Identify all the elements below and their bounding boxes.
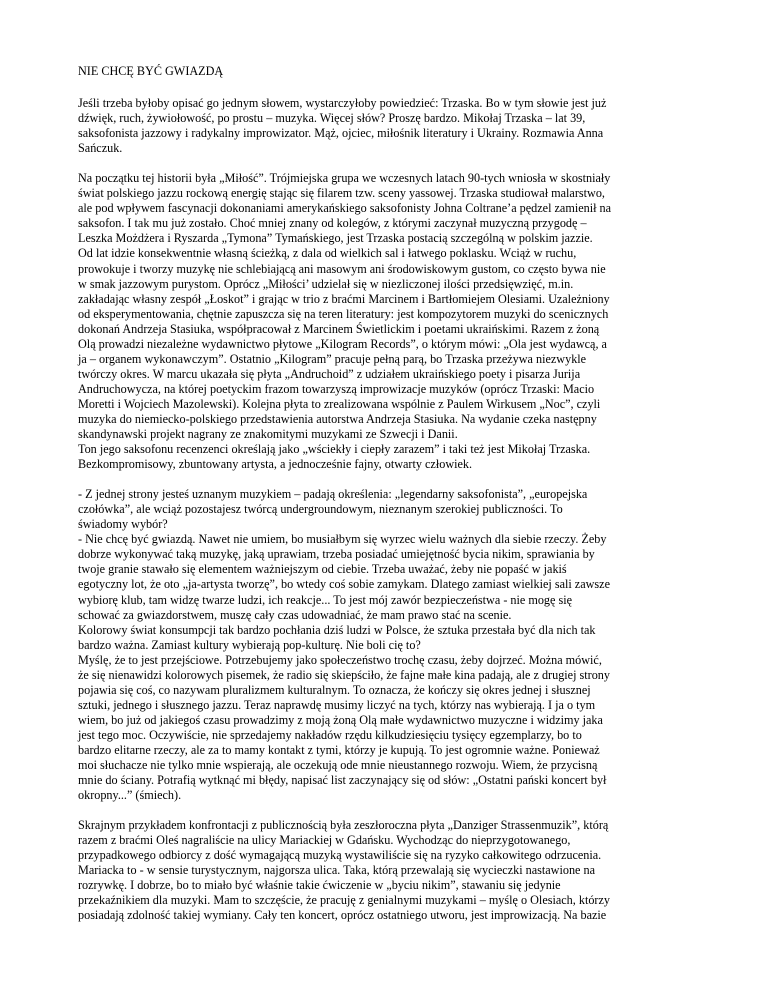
text-line: przypadkowego odbiorcy z dość wymagającą muzyką wystawiliście się na ryzyko całkowitego odrzucenia.: [78, 848, 602, 863]
text-line: okropny...” (śmiech).: [78, 788, 182, 803]
text-line: Od lat idzie konsekwentnie własną ścieżką, z dala od wielkich sal i łatwego poklasku. Wciąż w ruchu,: [78, 246, 577, 261]
text-line: twoje granie stawało się elementem ważniejszym od ciebie. Trzeba uważać, żeby nie popaść w jakiś: [78, 562, 567, 577]
text-line: prowokuje i tworzy muzykę nie schlebiającą ani masowym ani środowiskowym gustom, co często bywa nie: [78, 261, 606, 276]
text-line: dobrze wykonywać taką muzykę, jaką uprawiam, trzeba posiadać umiejętność bycia nikim, sprawiania by: [78, 547, 595, 562]
article-paragraph: [78, 96, 702, 156]
text-line: zakładając własny zespół „Łoskot” i grając w trio z braćmi Marcinem i Bartłomiejem Olesiami. Uzależniony: [78, 291, 610, 306]
text-line: wybiorę klub, tam widzę twarze ludzi, ich reakcje... To jest mój zawór bezpieczeństwa - nie mogę się: [78, 592, 573, 607]
text-line: saksofonista jazzowy i radykalny improwizator. Mąż, ojciec, miłośnik literatury i Ukrainy. Rozmawia Anna: [78, 126, 604, 141]
text-line: Leszka Możdżera i Ryszarda „Tymona” Tymańskiego, jest Trzaska postacią szczególną w polskim jazzie.: [78, 231, 593, 246]
article-title: NIE CHCĘ BYĆ GWIAZDĄ: [78, 64, 224, 78]
text-line: Sańczuk.: [78, 141, 123, 156]
text-line: schować za gwiazdorstwem, muszę cały czas udowadniać, że mam prawo stać na scenie.: [78, 607, 512, 622]
text-line: egotyczny lot, że oto „ja-artysta tworzę”, bo wtedy coś sobie zamykam. Dlatego zamiast wielkiej sali zawsze: [78, 577, 610, 592]
text-line: Skrajnym przykładem konfrontacji z publicznością była zeszłoroczna płyta „Danziger Strassenmuzik”, którą: [78, 818, 609, 833]
text-line: sztuki, jednego i słusznego jazzu. Teraz naprawdę musimy liczyć na tych, którzy nas wybierają. I ja o tym: [78, 697, 596, 712]
text-line: twórczy okres. W marcu ukazała się płyta „Andruchoid” z udziałem ukraińskiego poety i pisarza Jurija: [78, 366, 581, 381]
text-line: że się nienawidzi kolorowych pisemek, że radio się skiepściło, że fajne małe kina padają, ale z drugiej strony: [78, 667, 610, 682]
article-body: [78, 96, 702, 923]
text-line: Andruchowycza, na której poetyckim frazom towarzyszą improwizacje muzyków (oprócz Trzaski: Macio: [78, 381, 595, 396]
text-line: Bezkompromisowy, zbuntowany artysta, a jednocześnie fajny, otwarty człowiek.: [78, 457, 473, 472]
text-line: bardzo elitarne rzeczy, ale za to mamy kontakt z tymi, którzy je kupują. To jest ogromnie ważne. Ponieważ: [78, 742, 600, 757]
text-line: ja – organem wykonawczym”. Ostatnio „Kilogram” pracuje pełną parą, bo Trzaska przeżywa niezwykle: [78, 351, 587, 366]
text-line: bardzo ważna. Zamiast kultury wybierają pop-kulturę. Nie boli cię to?: [78, 637, 421, 652]
text-line: świadomy wybór?: [78, 517, 168, 532]
text-line: saksofon. I tak mu już zostało. Choć mniej znany od kolegów, z którymi zaczynał muzyczną przygodę –: [78, 216, 587, 231]
document-page: [78, 64, 702, 938]
text-line: wiem, bo już od jakiegoś czasu prowadzimy z moją żoną Olą małe wydawnictwo muzyczne i widzimy jaka: [78, 712, 603, 727]
text-line: Jeśli trzeba byłoby opisać go jednym słowem, wystarczyłoby powiedzieć: Trzaska. Bo w tym słowie jest już: [78, 96, 607, 111]
text-line: dokonań Andrzeja Stasiuka, współpracował z Marcinem Świetlickim i poetami ukraińskimi. Razem z żoną: [78, 321, 600, 336]
text-line: skandynawski projekt nagrany ze znakomitymi muzykami ze Szwecji i Danii.: [78, 427, 458, 442]
text-line: Moretti i Wojciech Mazolewski). Kolejna płyta to zrealizowana wspólnie z Paulem Wirkusem „Noc”, czyli: [78, 396, 601, 411]
text-line: posiadają zdolność takiej wymiany. Cały ten koncert, oprócz ostatniego utworu, jest improwizacją. Na bazie: [78, 908, 607, 923]
text-line: Mariacka to - w sensie turystycznym, najgorsza ulica. Taka, którą przewalają się wycieczki nastawione na: [78, 863, 596, 878]
text-line: od eksperymentowania, chętnie zapuszcza się na teren literatury: jest kompozytorem muzyki do scenicznych: [78, 306, 609, 321]
text-line: Ton jego saksofonu recenzenci określają jako „wściekły i ciepły zarazem” i taki też jest Mikołaj Trzaska.: [78, 442, 591, 457]
text-line: czołówka”, ale wciąż pozostajesz twórcą undergroundowym, nieznanym szerokiej publiczności. To: [78, 502, 563, 517]
text-line: pojawia się coś, co nazywam pluralizmem kulturalnym. To oznacza, że kończy się okres jednej i słusznej: [78, 682, 591, 697]
text-line: mnie do ściany. Potrafią wytknąć mi błędy, napisać list zaczynający się od słów: „Ostatni pański koncert był: [78, 773, 607, 788]
text-line: Myślę, że to jest przejściowe. Potrzebujemy jako społeczeństwo trochę czasu, żeby dojrzeć. Można mówić,: [78, 652, 602, 667]
article-paragraph: [78, 487, 702, 803]
article-paragraph: [78, 171, 702, 472]
text-line: jest tego moc. Oczywiście, nie sprzedajemy nakładów rzędu kilkudziesięciu tysięcy egzemplarzy, bo to: [78, 727, 582, 742]
text-line: przekaźnikiem dla muzyki. Mam to szczęście, że pracuję z genialnymi muzykami – myślę o Olesiach, którzy: [78, 893, 610, 908]
text-line: - Z jednej strony jesteś uznanym muzykiem – padają określenia: „legendarny saksofonista”, „europejska: [78, 487, 588, 502]
text-line: w smak jazzowym purystom. Oprócz „Miłości’ udzielał się w niezliczonej ilości przedsięwzięć, m.in.: [78, 276, 574, 291]
text-line: Kolorowy świat konsumpcji tak bardzo pochłania dziś ludzi w Polsce, że sztuka przestała być dla nich tak: [78, 622, 596, 637]
text-line: świat polskiego jazzu rockową energię stając się filarem tzw. sceny yassowej. Trzaska studiował malarstwo,: [78, 186, 605, 201]
text-line: razem z braćmi Oleś nagraliście na ulicy Mariackiej w Gdańsku. Wychodząc do nieprzygotowanego,: [78, 833, 571, 848]
text-line: muzyka do niemiecko-polskiego przedstawienia autorstwa Andrzeja Stasiuka. Na wydanie czeka następny: [78, 411, 597, 426]
text-line: rozrywkę. I dobrze, bo to miało być właśnie takie ćwiczenie w „byciu nikim”, stawaniu się jedynie: [78, 878, 561, 893]
text-line: dźwięk, ruch, żywiołowość, po prostu – muzyka. Więcej słów? Proszę bardzo. Mikołaj Trzaska – lat 39,: [78, 111, 586, 126]
text-line: ale pod wpływem fascynacji dokonaniami amerykańskiego saksofonisty Johna Coltrane’a pędzel zamienił na: [78, 201, 612, 216]
text-line: moi słuchacze nie tylko mnie wspierają, ale oczekują ode mnie nieustannego rozwoju. Wiem, że przycisną: [78, 758, 598, 773]
text-line: - Nie chcę być gwiazdą. Nawet nie umiem, bo musiałbym się wyrzec wielu ważnych dla siebie rzeczy. Żeby: [78, 532, 607, 547]
article-paragraph: [78, 818, 702, 923]
text-line: Olą prowadzi niezależne wydawnictwo płytowe „Kilogram Records”, o którym mówi: „Ola jest wydawcą, a: [78, 336, 607, 351]
text-line: Na początku tej historii była „Miłość”. Trójmiejska grupa we wczesnych latach 90-tych wniosła w skostniały: [78, 171, 611, 186]
